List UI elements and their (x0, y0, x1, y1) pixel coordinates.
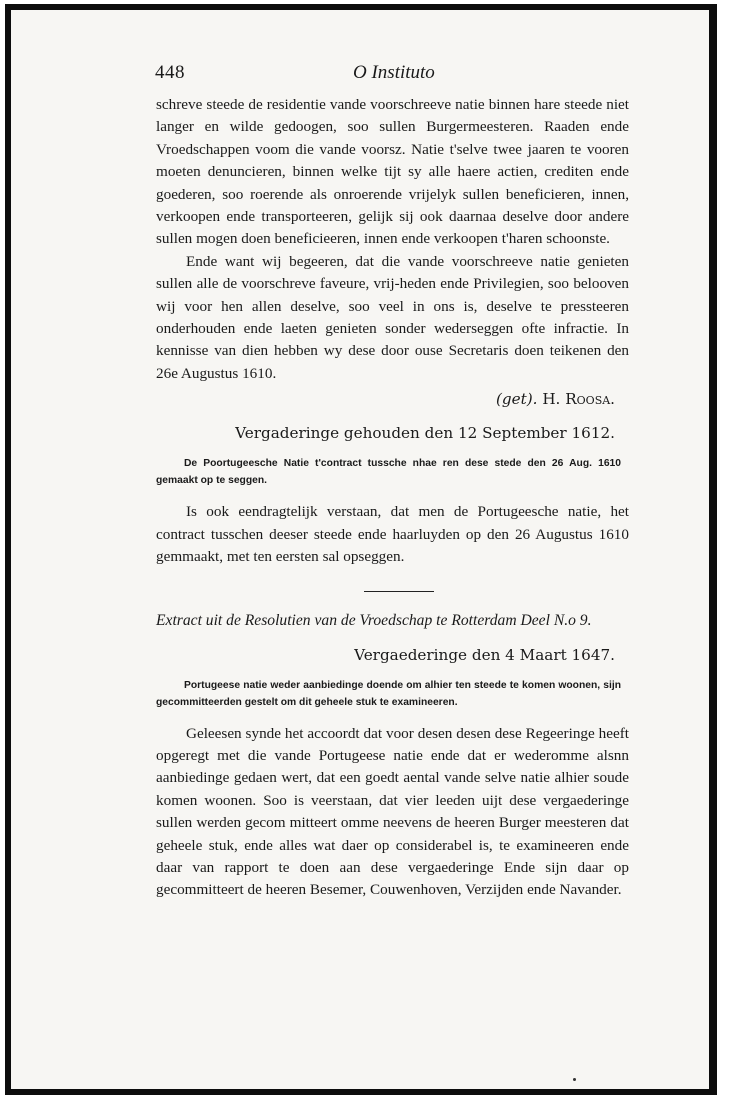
meeting-heading-1: Vergaderinge gehouden den 12 September 1612. (235, 424, 615, 443)
paragraph-2: Ende want wij begeeren, dat die vande voorschreeve natie genieten sullen alle de voorschreve faveure, vrij-heden ende Privilegien, soo belooven wij voor hen allen deselve, soo veel in ons is, deselve te pressteeren onderhouden ende laeten genieten sonder wederseggen ofte infractie. In kennisse van dien hebben wy dese door ouse Secretaris doen teikenen den 26e Augustus 1610. (156, 252, 629, 382)
page-header (153, 62, 629, 94)
running-title: O Instituto (353, 62, 435, 83)
document-page (153, 62, 629, 902)
extract-title: Extract uit de Resolutien van de Vroedschap te Rotterdam Deel N.o 9. (156, 611, 592, 629)
paragraph-4: Geleesen synde het accoordt dat voor desen desen dese Regeeringe heeft opgeregt met die vande Portugeese natie ende dat er wederomme alsnn aanbiedinge gedaen wert, dat een goedt aental vande selve natie alhier soude komen woonen. Soo is veerstaan, dat vier leeden uijt dese vergaederinge sullen werden gecom mitteert omme neevens de heeren Burger meesteren dat geheele stuk, ende alles wat daer op considerabel is, te examineeren ende daar van rapport te doen aan dese vergaederinge Ende sijn daar op gecommitteert de heeren Besemer, Couwenhoven, Verzijden ende Navander. (156, 724, 629, 899)
signature-initial: H. (542, 390, 561, 409)
signature-get: (get). (495, 390, 538, 409)
summary-note-2: Portugeese natie weder aanbiedinge doende om alhier ten steede te komen woonen, sijn gecommitteerden gestelt om dit geheele stuk te examineeren. (156, 679, 621, 708)
meeting-heading-2: Vergaederinge den 4 Maart 1647. (354, 645, 615, 664)
section-divider (364, 591, 434, 592)
paragraph-1: schreve steede de residentie vande voorschreeve natie binnen hare steede niet langer en wilde gedoogen, soo sullen Burgermeesteren. Raaden ende Vroedschappen voom die vande voorsz. Natie t'selve twee jaaren te vooren moeten denuncieren, binnen welke tijt sy alle haere actien, crediten ende goederen, soo roerende als onroerende vrijelyk sullen beneficieren, innen, verkoopen ende transporteeren, gelijk sij ook daarnaa deselve door andere sullen mogen doen beneficieeren, innen ende verkoopen t'haren schoonste. (156, 96, 629, 248)
summary-note-1: De Poortugeesche Natie t'contract tussche nhae ren dese stede den 26 Aug. 1610 gemaakt op te seggen. (156, 458, 621, 487)
page-number: 448 (155, 62, 185, 83)
signature-line (153, 387, 629, 411)
signature-name: Roosa. (565, 390, 615, 409)
page-speck (573, 1078, 576, 1081)
paragraph-3: Is ook eendragtelijk verstaan, dat men de Portugeesche natie, het contract tusschen deeser steede ende haarluyden op den 26 Augustus 1610 gemmaakt, met ten eersten sal opseggen. (156, 503, 629, 566)
